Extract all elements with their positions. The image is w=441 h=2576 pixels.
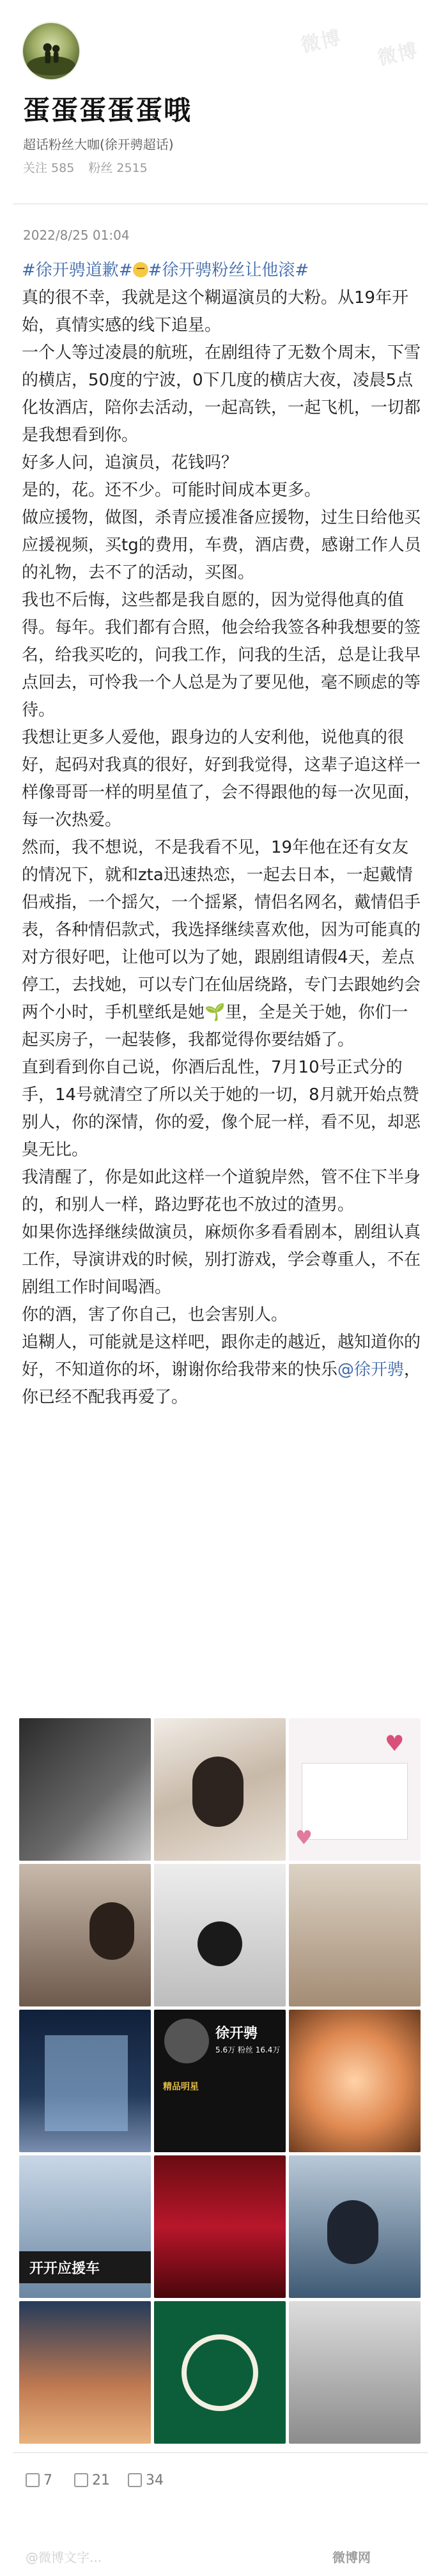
post-paragraph: 如果你选择继续做演员，麻烦你多看看剧本，剧组认真工作，导演讲戏的时候，别打游戏，学会尊重人，不在剧组工作时间喝酒。 [22,1223,421,1297]
divider [13,203,428,205]
watermark-logo: 微博 [298,26,344,58]
post-paragraph: 真的很不幸，我就是这个糊逼演员的大粉。从19年开始，真情实感的线下追星。 [22,288,409,335]
watermark-logo: 微博 [375,39,421,70]
post-paragraph: 我清醒了，你是如此这样一个道貌岸然，管不住下半身的，和别人一样，路边野花也不放过的渣男。 [22,1168,421,1214]
photo-thumbnail[interactable] [289,2155,421,2298]
photo-thumbnail[interactable] [154,2301,286,2444]
emoji-icon [133,262,148,277]
photo-thumbnail[interactable] [289,2010,421,2152]
hashtag-line [22,257,423,284]
post-paragraph-last: 追糊人，可能就是这样吧，跟你走的越近，越知道你的好，不知道你的坏，谢谢你给我带来的快乐@徐开骋，你已经不配我再爱了。 [22,1333,421,1407]
page-title: 蛋蛋蛋蛋蛋哦 [23,95,192,126]
comment-button[interactable]: 21 [74,2472,110,2488]
photo-thumbnail[interactable] [289,1718,421,1861]
phone-profile-tag: 精品明星 [163,2082,199,2092]
photo-thumbnail[interactable] [19,2301,151,2444]
thumbs-up-icon [128,2473,142,2487]
bottom-watermark: 微博网 [332,2550,371,2565]
post-paragraph: 做应援物，做图，杀青应援准备应援物，过生日给他买应援视频，买tg的费用，车费，酒店费，感谢工作人员的礼物，去不了的活动，买图。 [22,508,421,582]
fans-count[interactable]: 粉丝 2515 [88,161,148,175]
divider [13,2452,428,2453]
post-paragraph: 然而，我不想说，不是我看不见，19年他在还有女友的情况下，就和zta迅速热恋，一起去日本，一起戴情侣戒指，一个揺欠，一个揺紧，情侣名网名，戴情侣手表，各种情侣款式，我选择继续喜欢他，因为可能真的对方很好吧，让他可以为了她，跟剧组请假4天，差点停工，去找她，可以专门在仙居绕路，专门去跟她约会两个小时，手机壁纸是她🌱里，全是关于她，你们一起买房子，一起装修，我都觉得你要结婚了。 [22,838,421,1050]
heart-icon: ♥ [385,1731,405,1757]
post-paragraph: 直到看到你自己说，你酒后乱性，7月10号正式分的手，14号就清空了所以关于她的一切，8月就开始点赞别人，你的深情，你的爱，像个屁一样，看不见，却恶臭无比。 [22,1058,421,1160]
profile-header [0,0,441,192]
profile-stats [23,159,158,176]
photo-thumbnail[interactable] [154,2155,286,2298]
avatar-image [23,23,79,79]
photo-thumbnail[interactable] [154,1864,286,2006]
post-paragraph: 是的，花。还不少。可能时间成本更多。 [22,481,321,500]
banner-caption: 开开应援车 [29,2261,100,2277]
photo-thumbnail[interactable] [19,2155,151,2298]
action-bar [0,2461,441,2499]
post-timestamp: 2022/8/25 01:04 [23,228,130,243]
photo-thumbnail[interactable] [154,2010,286,2152]
photo-thumbnail[interactable] [289,1864,421,2006]
post-paragraph: 你的酒，害了你自己，也会害别人。 [22,1305,288,1324]
follow-count[interactable]: 关注 585 [23,161,75,175]
phone-profile-stats: 5.6万 粉丝 16.4万 [215,2045,281,2054]
photo-thumbnail[interactable] [19,1718,151,1861]
hashtag-link[interactable]: #徐开骋道歉# [22,261,133,280]
photo-thumbnail[interactable] [19,2010,151,2152]
share-button[interactable]: 7 [26,2472,52,2488]
share-icon [26,2473,40,2487]
like-button[interactable]: 34 [128,2472,164,2488]
heart-icon: ♥ [295,1827,313,1849]
profile-subtitle: 超话粉丝大咖(徐开骋超话) [23,137,174,152]
bottom-watermark: @微博文字... [26,2550,102,2565]
post-paragraph: 我想让更多人爱他，跟身边的人安利他，说他真的很好，起码对我真的很好，好到我觉得，这辈子追这样一样像哥哥一样的明星值了，会不得跟他的每一次见面，每一次热爱。 [22,728,421,830]
mention-link[interactable]: @徐开骋 [337,1360,405,1379]
phone-profile-name: 徐开骋 [215,2026,258,2042]
post-paragraph: 好多人问，追演员，花钱吗？ [22,453,238,472]
hashtag-link[interactable]: #徐开骋粉丝让他滚# [148,261,309,280]
photo-thumbnail[interactable] [19,1864,151,2006]
post-paragraph: 一个人等过凌晨的航班，在剧组待了无数个周末，下雪的横店，50度的宁波，0下几度的横店大夜，凌晨5点化妆酒店，陪你去活动，一起高铁，一起飞机，一切都是我想看到你。 [22,343,421,445]
post-paragraph: 我也不后悔，这些都是我自愿的，因为觉得他真的值得。每年。我们都有合照，他会给我签各种我想要的签名，给我买吃的，问我工作，问我的生活，总是让我早点回去，可怜我一个人总是为了要见他，毫不顾虑的等待。 [22,591,421,720]
photo-grid [19,1718,422,2444]
photo-thumbnail[interactable] [289,2301,421,2444]
comment-icon [74,2473,88,2487]
post-body [22,257,423,1411]
photo-thumbnail[interactable] [154,1718,286,1861]
avatar[interactable] [22,22,81,81]
